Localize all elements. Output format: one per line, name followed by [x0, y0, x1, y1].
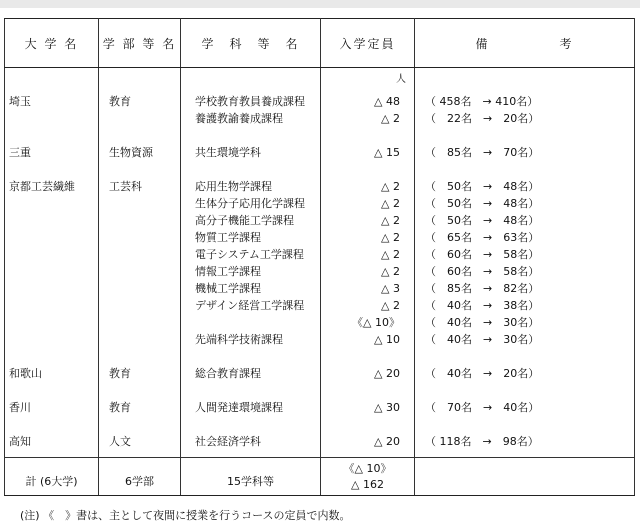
- quota-cell: △ 2: [381, 265, 400, 278]
- header-department: 学 科 等 名: [181, 19, 321, 68]
- department-cell: 高分子機能工学課程: [195, 214, 294, 227]
- remarks-cell: （ 40名 → 30名）: [425, 316, 540, 329]
- quota-cell: △ 10: [374, 333, 400, 346]
- quota-column: [321, 68, 415, 458]
- total-department-cell: [181, 458, 321, 496]
- department-cell: 学校教育教員養成課程: [195, 95, 305, 108]
- department-cell: 共生環境学科: [195, 146, 261, 159]
- university-cell: 三重: [9, 146, 31, 159]
- quota-cell: △ 2: [381, 197, 400, 210]
- quota-cell: △ 3: [381, 282, 400, 295]
- department-cell: 電子システム工学課程: [195, 248, 304, 261]
- total-university-cell: [5, 458, 99, 496]
- university-cell: 和歌山: [9, 367, 42, 380]
- quota-cell: △ 2: [381, 248, 400, 261]
- remarks-cell: （ 85名 → 70名）: [425, 146, 540, 159]
- table-body-row: [5, 68, 635, 458]
- department-cell: 総合教育課程: [195, 367, 261, 380]
- quota-cell: △ 20: [374, 367, 400, 380]
- university-cell: 京都工芸繊維: [9, 180, 75, 193]
- header-remarks: 備 考: [415, 19, 635, 68]
- faculty-cell: 教育: [109, 401, 131, 414]
- total-quota-night: 《△ 10》: [343, 461, 392, 475]
- total-quota-cell: [321, 458, 415, 496]
- table-header-row: [5, 19, 635, 68]
- quota-cell: △ 2: [381, 214, 400, 227]
- faculty-column: [99, 68, 181, 458]
- quota-cell: △ 30: [374, 401, 400, 414]
- department-cell: 生体分子応用化学課程: [195, 197, 305, 210]
- university-cell: 高知: [9, 435, 31, 448]
- remarks-cell: （ 22名 → 20名）: [425, 112, 540, 125]
- department-column: [181, 68, 321, 458]
- department-cell: 情報工学課程: [195, 265, 261, 278]
- university-cell: 埼玉: [9, 95, 31, 108]
- quota-cell: △ 48: [374, 95, 400, 108]
- remarks-cell: （ 70名 → 40名）: [425, 401, 540, 414]
- header-university: 大 学 名: [5, 19, 99, 68]
- faculty-cell: 教育: [109, 367, 131, 380]
- remarks-cell: （ 50名 → 48名）: [425, 197, 540, 210]
- remarks-cell: （ 40名 → 20名）: [425, 367, 540, 380]
- department-cell: 物質工学課程: [195, 231, 261, 244]
- faculty-cell: 生物資源: [109, 146, 153, 159]
- total-faculty-cell: [99, 458, 181, 496]
- quota-cell: △ 2: [381, 112, 400, 125]
- quota-cell: △ 20: [374, 435, 400, 448]
- total-faculty: 6学部: [125, 474, 154, 488]
- faculty-cell: 人文: [109, 435, 131, 448]
- quota-cell: △ 2: [381, 299, 400, 312]
- faculty-cell: 教育: [109, 95, 131, 108]
- remarks-cell: （ 40名 → 38名）: [425, 299, 540, 312]
- top-banner-bar: [0, 0, 640, 8]
- quota-cell: △ 2: [381, 231, 400, 244]
- department-cell: 養護教諭養成課程: [195, 112, 283, 125]
- total-row: [5, 458, 635, 496]
- footnote: (注) 《 》書は、主として夜間に授業を行うコースの定員で内数。: [20, 509, 351, 522]
- remarks-cell: （ 60名 → 58名）: [425, 248, 540, 261]
- header-quota: 入学定員: [321, 19, 415, 68]
- header-faculty: 学 部 等 名: [99, 19, 181, 68]
- total-department: 15学科等: [227, 474, 274, 488]
- remarks-cell: （ 50名 → 48名）: [425, 180, 540, 193]
- total-university: 計 (6大学): [25, 474, 78, 488]
- remarks-cell: （ 85名 → 82名）: [425, 282, 540, 295]
- total-remarks-cell: [415, 458, 635, 496]
- quota-cell: △ 15: [374, 146, 400, 159]
- university-column: [5, 68, 99, 458]
- remarks-cell: （ 65名 → 63名）: [425, 231, 540, 244]
- remarks-column: [415, 68, 635, 458]
- remarks-cell: （ 118名 → 98名）: [425, 435, 539, 448]
- department-cell: デザイン経営工学課程: [195, 299, 305, 312]
- unit-label: 人: [396, 74, 406, 85]
- department-cell: 応用生物学課程: [195, 180, 272, 193]
- total-quota: △ 162: [351, 477, 384, 491]
- remarks-cell: （ 50名 → 48名）: [425, 214, 540, 227]
- remarks-cell: （ 458名 → 410名）: [425, 95, 539, 108]
- quota-cell: △ 2: [381, 180, 400, 193]
- university-cell: 香川: [9, 401, 31, 414]
- remarks-cell: （ 40名 → 30名）: [425, 333, 540, 346]
- remarks-cell: （ 60名 → 58名）: [425, 265, 540, 278]
- faculty-cell: 工芸科: [109, 180, 142, 193]
- quota-table: [4, 18, 635, 496]
- department-cell: 先端科学技術課程: [195, 333, 283, 346]
- department-cell: 人間発達環境課程: [195, 401, 283, 414]
- department-cell: 機械工学課程: [195, 282, 261, 295]
- department-cell: 社会経済学科: [195, 435, 261, 448]
- quota-cell: 《△ 10》: [352, 316, 400, 329]
